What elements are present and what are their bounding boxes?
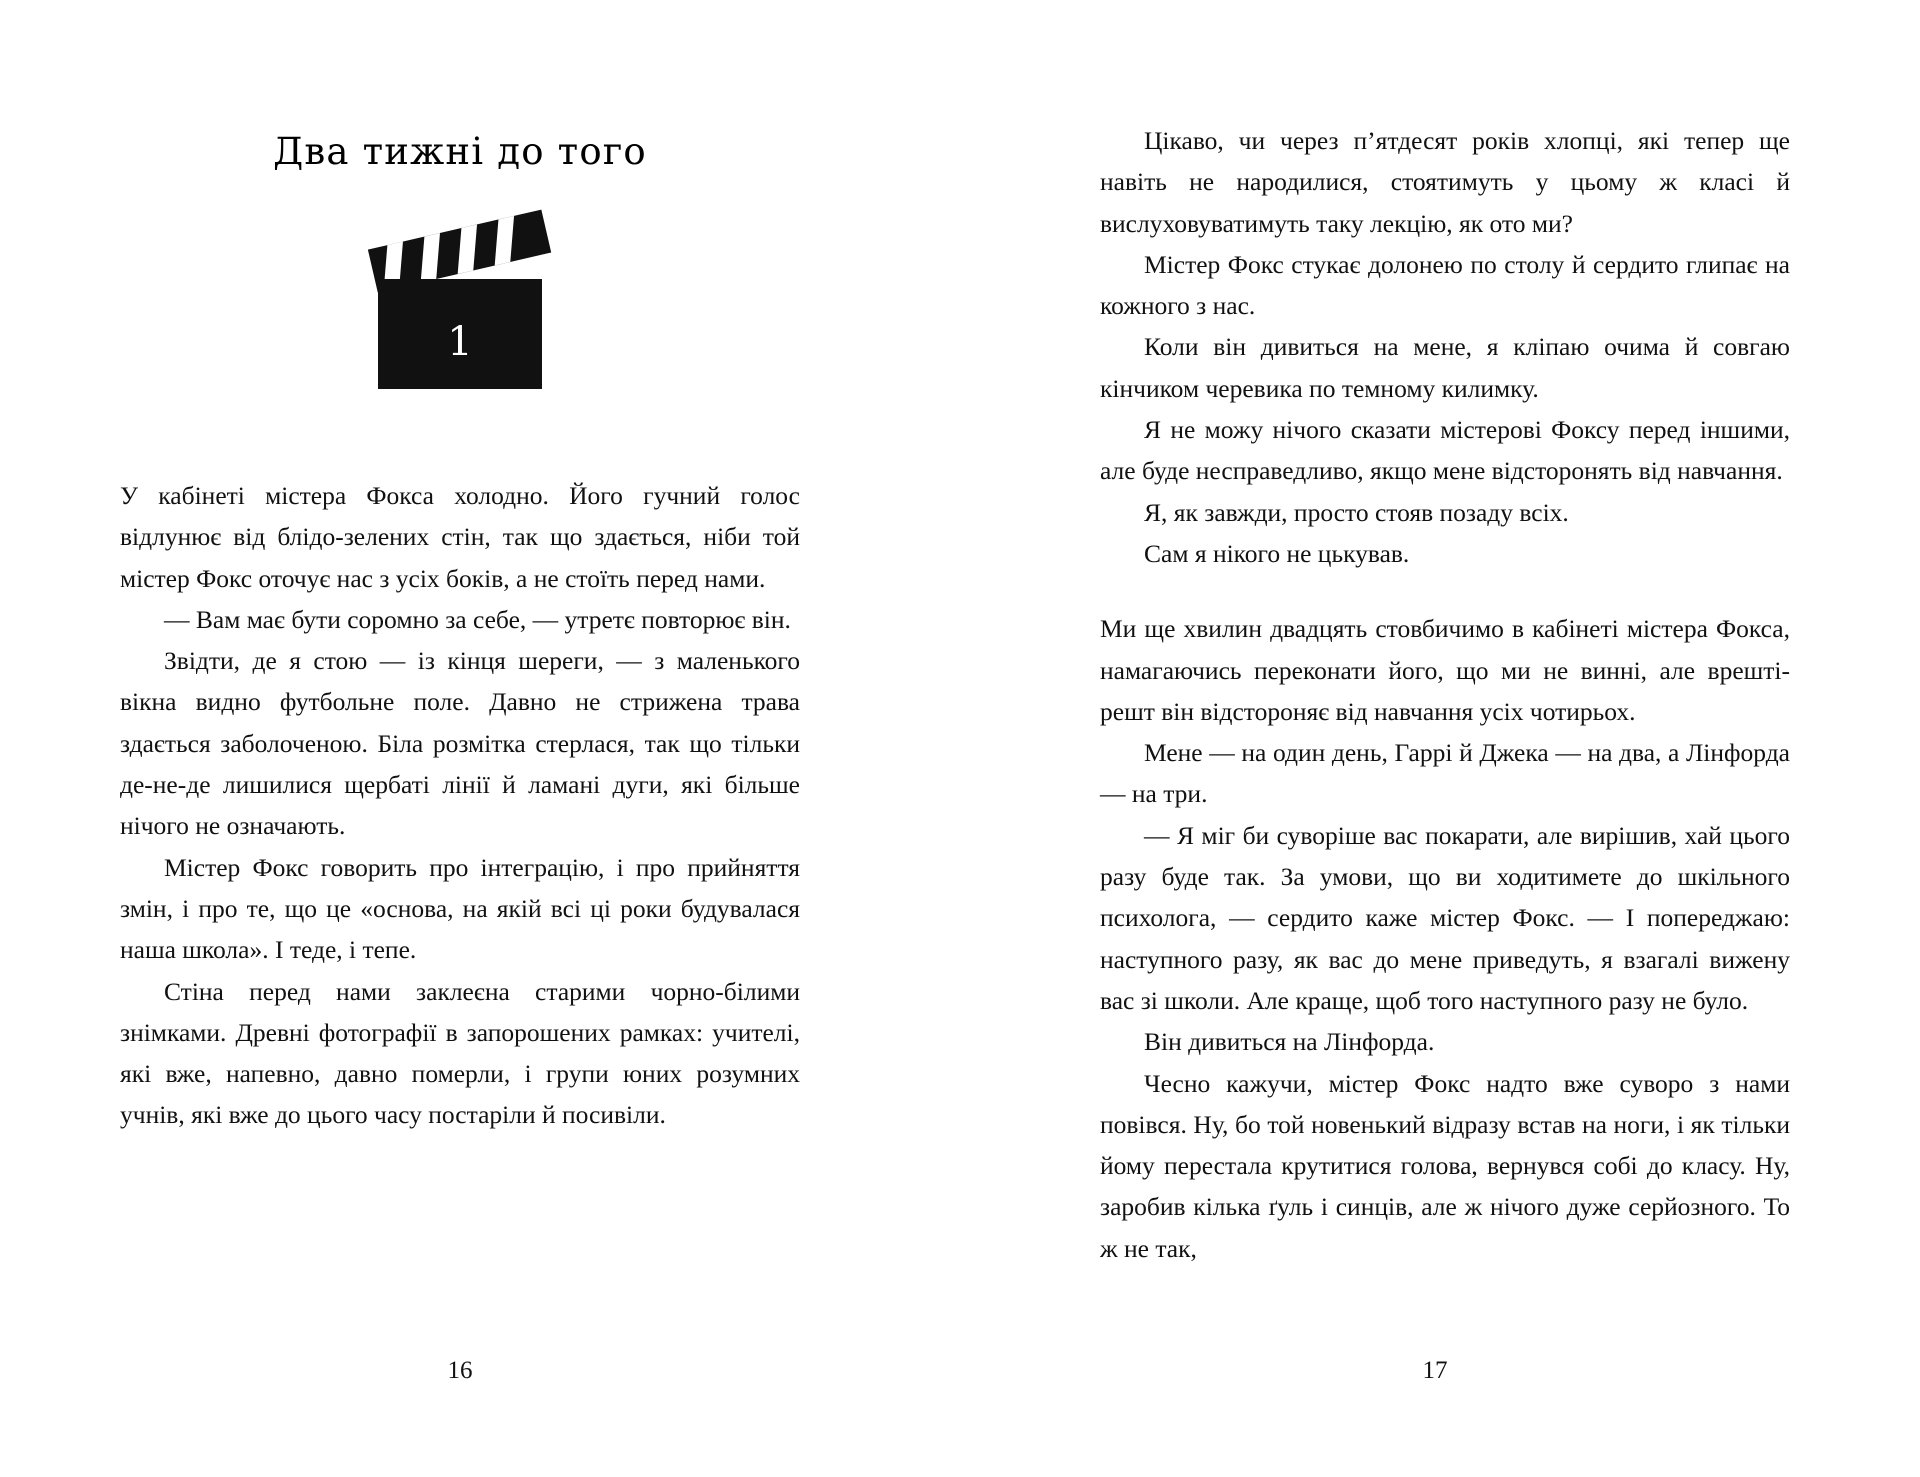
clapperboard-graphic xyxy=(355,207,565,397)
left-page-body xyxy=(120,475,800,1136)
paragraph: Містер Фокс говорить про інтеграцію, і про прийняття змін, і про те, що це «основа, на якій всі ці роки будувалася наша школа». І теде, і тепе. xyxy=(120,852,800,965)
paragraph: Чесно кажучи, містер Фокс надто вже суворо з нами повівся. Ну, бо той новенький відразу встав на ноги, і як тільки йому перестала крутитися голова, вернувся собі до класу. Ну, заробив кілька ґуль і синців, але ж нічого дуже серйозного. То ж не так, xyxy=(1100,1068,1790,1263)
paragraph: Коли він дивиться на мене, я кліпаю очима й совгаю кінчиком черевика по темному килимку. xyxy=(1100,332,1790,403)
chapter-number: 1 xyxy=(447,319,473,365)
paragraph: — Вам має бути соромно за себе, — утретє повторює він. xyxy=(164,604,791,634)
right-page xyxy=(960,0,1920,1477)
clapperboard-icon xyxy=(355,207,565,397)
paragraph: Ми ще хвилин двадцять стовбичимо в кабінеті містера Фокса, намагаючись переконати його, що ми не винні, але врешті-решт він відстороняє від навчання усіх чотирьох. xyxy=(1100,614,1790,726)
paragraph: Він дивиться на Лінфорда. xyxy=(1144,1027,1435,1057)
paragraph: Я, як завжди, просто стояв позаду всіх. xyxy=(1144,497,1569,527)
paragraph: Мене — на один день, Гаррі й Джека — на два, а Лінфорда — на три. xyxy=(1100,738,1790,809)
paragraph: Цікаво, чи через п’ятдесят років хлопці, які тепер ще навіть не народилися, стоятимуть у цьому ж класі й вислуховуватимуть таку лекцію, як ото ми? xyxy=(1100,126,1790,238)
paragraph: У кабінеті містера Фокса холодно. Його гучний голос відлунює від блідо-зелених стін, так що здається, ніби той містер Фокс оточує нас з усіх боків, а не стоїть перед нами. xyxy=(120,481,800,593)
page-number-left: 16 xyxy=(447,1357,473,1384)
paragraph: Сам я нікого не цькував. xyxy=(1144,538,1410,568)
page-number-right: 17 xyxy=(1422,1357,1448,1384)
paragraph: — Я міг би суворіше вас покарати, але вирішив, хай цього разу буде так. За умови, що ви ходитимете до шкільного психолога, — сердито каже містер Фокс. — І попереджаю: наступного разу, як вас до мене приведуть, я взагалі вижену вас зі школи. Але краще, щоб того наступного разу не було. xyxy=(1100,820,1790,1015)
paragraph: Містер Фокс стукає долонею по столу й сердито глипає на кожного з нас. xyxy=(1100,249,1790,321)
chapter-title: Два тижні до того xyxy=(273,130,647,173)
paragraph: Звідти, де я стою — із кінця шереги, — з маленького вікна видно футбольне поле. Давно не стрижена трава здається заболоченою. Біла розмітка стерлася, так що тільки де-не-де лишилися щербаті лінії й ламані дуги, які більше нічого не означають. xyxy=(120,646,800,841)
right-page-body xyxy=(1100,120,1790,1269)
paragraph: Я не можу нічого сказати містерові Фоксу перед іншими, але буде несправедливо, якщо мене відсторонять від навчання. xyxy=(1100,415,1790,486)
paragraph: Стіна перед нами заклеєна старими чорно-білими знімками. Древні фотографії в запорошених рамках: учителі, які вже, напевно, давно померли, і групи юних розумних учнів, які вже до цього часу постаріли й посивіли. xyxy=(120,976,800,1130)
